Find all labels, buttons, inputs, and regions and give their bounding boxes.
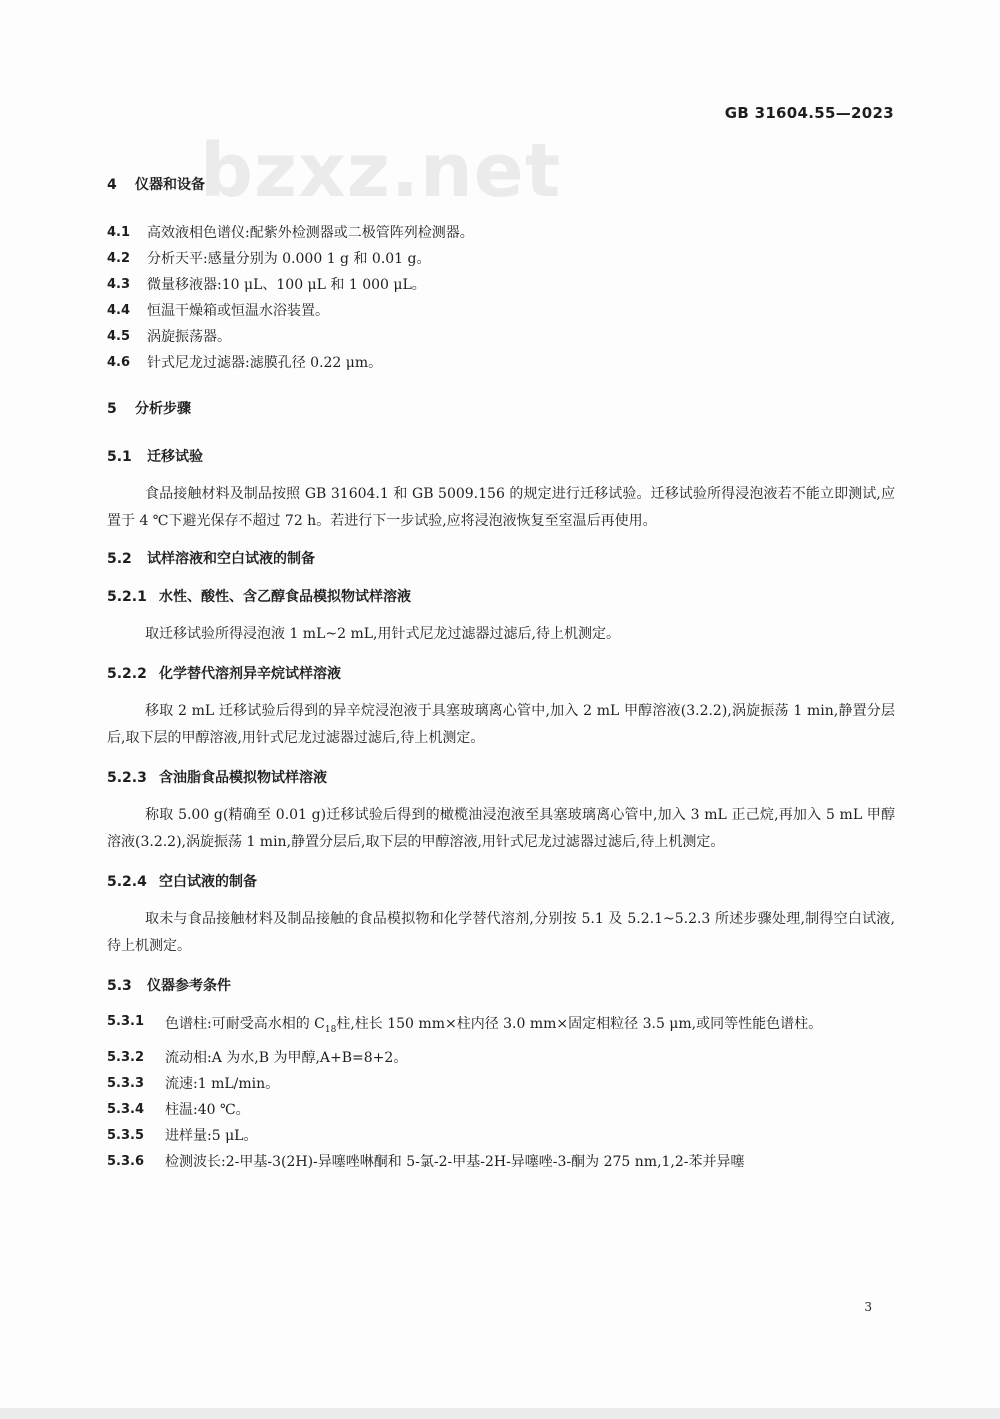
- section-title: 迁移试验: [147, 449, 203, 465]
- section-title: 水性、酸性、含乙醇食品模拟物试样溶液: [159, 589, 411, 605]
- subsection-5-2-3-heading: [107, 768, 895, 788]
- item-number: 5.3.4: [107, 1101, 145, 1117]
- item-text-part: 柱,柱长 150 mm×柱内径 3.0 mm×固定相粒径 3.5 μm,或同等性能色谱柱。: [336, 1016, 823, 1032]
- item-number: 4.3: [107, 277, 131, 292]
- subsection-5-2-heading: [107, 549, 895, 569]
- section-title: 空白试液的制备: [159, 874, 257, 890]
- section-number: 5.2: [107, 551, 132, 567]
- item-number: 4.1: [107, 225, 131, 240]
- section-title: 试样溶液和空白试液的制备: [147, 551, 315, 567]
- item-number: 5.3.1: [107, 1014, 145, 1029]
- list-item: [107, 1152, 895, 1172]
- item-text: 微量移液器:10 μL、100 μL 和 1 000 μL。: [147, 277, 426, 293]
- section-number: 5.2.3: [107, 770, 147, 786]
- subsection-5-2-1-heading: [107, 587, 895, 607]
- item-text: 检测波长:2-甲基-3(2H)-异噻唑啉酮和 5-氯-2-甲基-2H-异噻唑-3-酮为 275 nm,1,2-苯并异噻: [165, 1153, 745, 1170]
- subsection-5-2-4-heading: [107, 872, 895, 892]
- item-number: 4.5: [107, 329, 131, 344]
- item-text-part: 色谱柱:可耐受高水相的 C: [165, 1016, 325, 1032]
- item-text: 进样量:5 μL。: [165, 1127, 258, 1144]
- list-item: [107, 1074, 895, 1094]
- list-item: [107, 223, 895, 243]
- watermark: bzxz.net: [200, 128, 562, 214]
- document-body: [107, 175, 895, 1178]
- item-text: 针式尼龙过滤器:滤膜孔径 0.22 μm。: [147, 355, 383, 371]
- list-item: [107, 1048, 895, 1068]
- item-text: 高效液相色谱仪:配紫外检测器或二极管阵列检测器。: [147, 225, 474, 241]
- list-item: [107, 249, 895, 269]
- paragraph-5-2-4: 取未与食品接触材料及制品接触的食品模拟物和化学替代溶剂,分别按 5.1 及 5.2.1~5.2.3 所述步骤处理,制得空白试液,待上机测定。: [107, 911, 895, 954]
- item-text: 柱温:40 ℃。: [165, 1101, 250, 1118]
- item-number: 5.3.2: [107, 1049, 145, 1065]
- section-5-heading: [107, 399, 895, 419]
- section-number: 4: [107, 177, 117, 193]
- list-item: [107, 275, 895, 295]
- subsection-5-1-heading: [107, 447, 895, 467]
- item-text: 流动相:A 为水,B 为甲醇,A+B=8+2。: [165, 1049, 408, 1066]
- section-title: 含油脂食品模拟物试样溶液: [159, 770, 327, 786]
- item-number: 4.2: [107, 251, 131, 266]
- item-number: 5.3.6: [107, 1153, 145, 1169]
- item-text: 涡旋振荡器。: [147, 329, 231, 345]
- page-bottom-edge: [0, 1408, 1000, 1419]
- list-item: [107, 301, 895, 321]
- list-item: [107, 353, 895, 373]
- paragraph-5-2-2: 移取 2 mL 迁移试验后得到的异辛烷浸泡液于具塞玻璃离心管中,加入 2 mL 甲醇溶液(3.2.2),涡旋振荡 1 min,静置分层后,取下层的甲醇溶液,用针式尼龙过滤器过滤后,待上机测定。: [107, 703, 895, 746]
- paragraph-5-2-1: 取迁移试验所得浸泡液 1 mL~2 mL,用针式尼龙过滤器过滤后,待上机测定。: [145, 626, 620, 642]
- item-text: 分析天平:感量分别为 0.000 1 g 和 0.01 g。: [147, 251, 431, 267]
- item-number: 5.3.3: [107, 1075, 145, 1091]
- instrument-conditions-list: [107, 1012, 895, 1172]
- section-number: 5.2.1: [107, 589, 147, 605]
- item-text: 流速:1 mL/min。: [165, 1075, 280, 1092]
- subsection-5-2-2-heading: [107, 664, 895, 684]
- list-item: [107, 327, 895, 347]
- section-number: 5: [107, 401, 117, 417]
- paragraph-5-1: 食品接触材料及制品按照 GB 31604.1 和 GB 5009.156 的规定进行迁移试验。迁移试验所得浸泡液若不能立即测试,应置于 4 ℃下避光保存不超过 72 h。若进行下一步试验,应将浸泡液恢复至室温后再使用。: [107, 486, 895, 529]
- section-4-heading: [107, 175, 895, 195]
- section-number: 5.1: [107, 449, 132, 465]
- standard-code: GB 31604.55—2023: [724, 104, 894, 122]
- section-number: 5.3: [107, 978, 132, 994]
- item-number: 5.3.5: [107, 1127, 145, 1143]
- equipment-list: [107, 223, 895, 373]
- item-number: 4.4: [107, 303, 131, 318]
- item-number: 4.6: [107, 355, 131, 370]
- section-title: 仪器和设备: [135, 177, 205, 193]
- section-title: 化学替代溶剂异辛烷试样溶液: [159, 666, 341, 682]
- section-number: 5.2.4: [107, 874, 147, 890]
- subscript: 18: [324, 1024, 337, 1035]
- list-item: [107, 1126, 895, 1146]
- paragraph-5-2-3: 称取 5.00 g(精确至 0.01 g)迁移试验后得到的橄榄油浸泡液至具塞玻璃离心管中,加入 3 mL 正己烷,再加入 5 mL 甲醇溶液(3.2.2),涡旋振荡 1 min,静置分层后,取下层的甲醇溶液,用针式尼龙过滤器过滤后,待上机测定。: [107, 807, 895, 850]
- list-item: [107, 1100, 895, 1120]
- subsection-5-3-heading: [107, 976, 895, 996]
- list-item: [107, 1012, 895, 1042]
- section-title: 仪器参考条件: [147, 978, 231, 994]
- page-number: 3: [864, 1300, 872, 1314]
- item-text: [165, 1012, 822, 1042]
- item-text: 恒温干燥箱或恒温水浴装置。: [147, 303, 329, 319]
- section-number: 5.2.2: [107, 666, 147, 682]
- section-title: 分析步骤: [135, 401, 191, 417]
